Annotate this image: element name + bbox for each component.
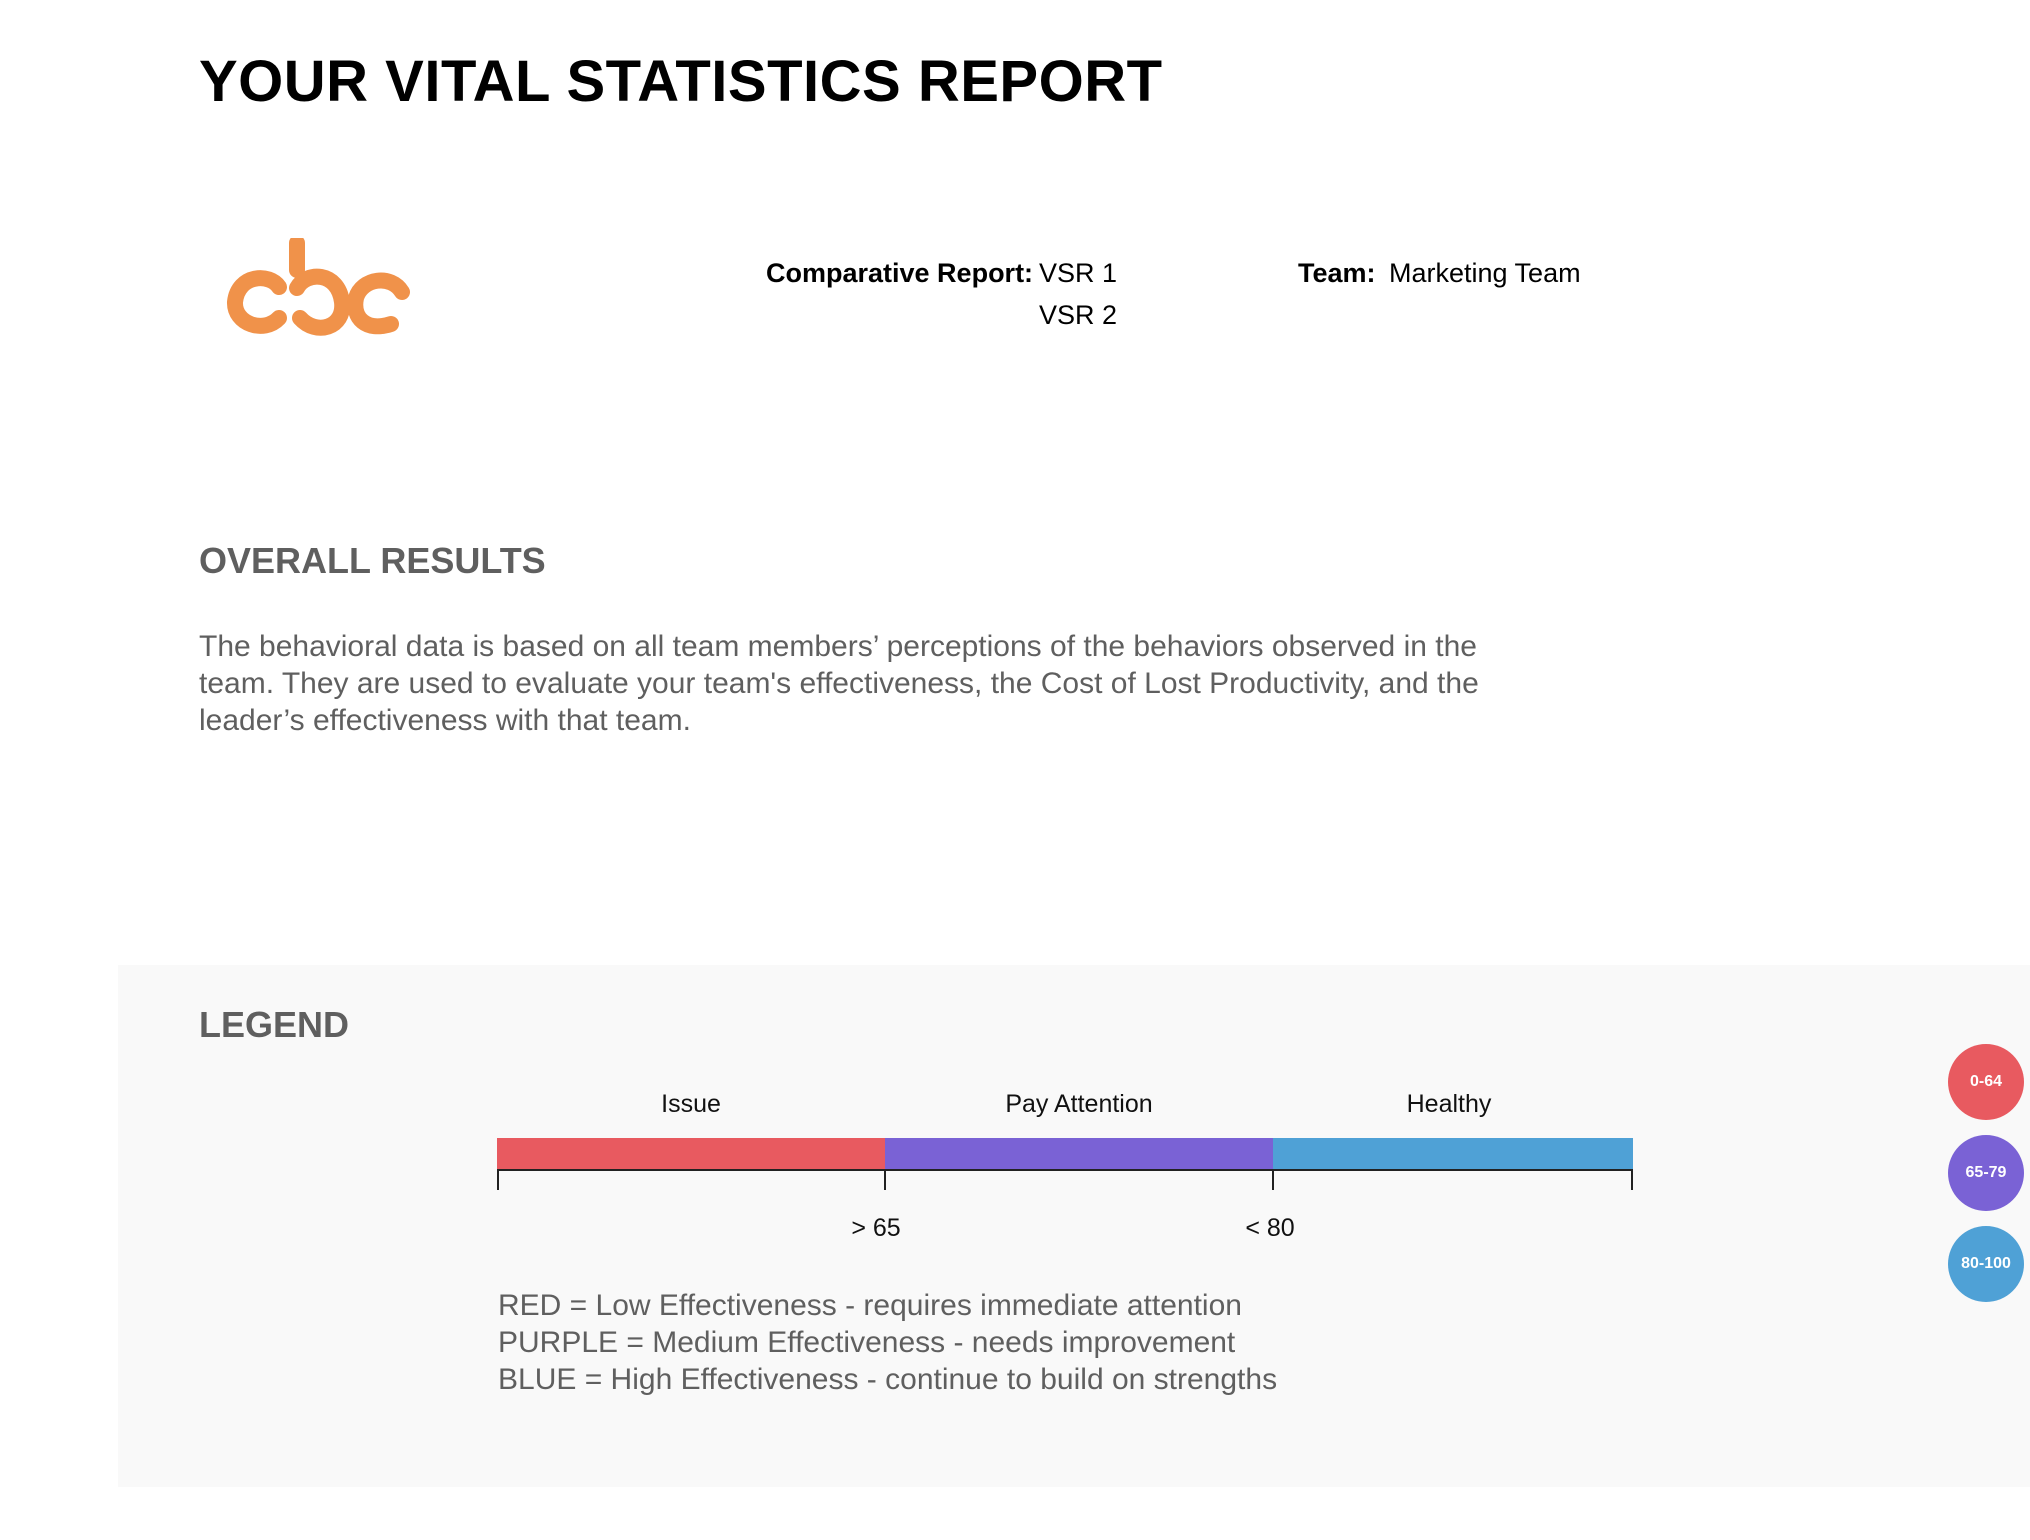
- overall-results-heading: OVERALL RESULTS: [199, 540, 546, 581]
- scale-bar: [497, 1138, 1633, 1169]
- comparative-report-value-1: VSR 1: [1039, 258, 1118, 288]
- range-badge-0-64[interactable]: 0-64: [1948, 1044, 2024, 1120]
- threshold-65-label: > 65: [851, 1214, 901, 1242]
- scale-label-healthy: Healthy: [1406, 1090, 1492, 1118]
- abc-logo: [226, 238, 414, 346]
- team-label: Team:: [1298, 258, 1376, 288]
- legend-descriptions: [498, 1287, 1277, 1398]
- scale-label-issue: Issue: [661, 1090, 721, 1118]
- threshold-80-label: < 80: [1245, 1214, 1295, 1242]
- scale-segment-issue: [497, 1138, 885, 1169]
- scale-tick-80: [1272, 1169, 1274, 1190]
- scale-segment-healthy: [1273, 1138, 1633, 1169]
- range-badge-80-100[interactable]: 80-100: [1948, 1226, 2024, 1302]
- effectiveness-scale: [497, 1090, 1633, 1240]
- range-badge-65-79[interactable]: 65-79: [1948, 1135, 2024, 1211]
- scale-tick-65: [884, 1169, 886, 1190]
- comparative-report-value-2: VSR 2: [1039, 300, 1118, 330]
- scale-tick-start: [497, 1169, 499, 1190]
- legend-line-blue: BLUE = High Effectiveness - continue to build on strengths: [498, 1363, 1278, 1396]
- team-value: Marketing Team: [1389, 258, 1581, 288]
- scale-segment-pay-attention: [885, 1138, 1273, 1169]
- scale-axis-line: [497, 1169, 1633, 1171]
- overall-results-description: The behavioral data is based on all team members’ perceptions of the behaviors observed in the team. They are used to evaluate your team's effectiveness, the Cost of Lost Productivity, and the leader’s effectiveness with that team.: [199, 630, 1479, 737]
- scale-tick-end: [1631, 1169, 1633, 1190]
- comparative-report-label: Comparative Report:: [766, 258, 1034, 288]
- page-title: YOUR VITAL STATISTICS REPORT: [199, 49, 1163, 114]
- legend-heading: LEGEND: [199, 1004, 350, 1045]
- scale-label-pay-attention: Pay Attention: [1005, 1090, 1153, 1118]
- legend-line-purple: PURPLE = Medium Effectiveness - needs improvement: [498, 1326, 1236, 1359]
- legend-line-red: RED = Low Effectiveness - requires immediate attention: [498, 1289, 1242, 1322]
